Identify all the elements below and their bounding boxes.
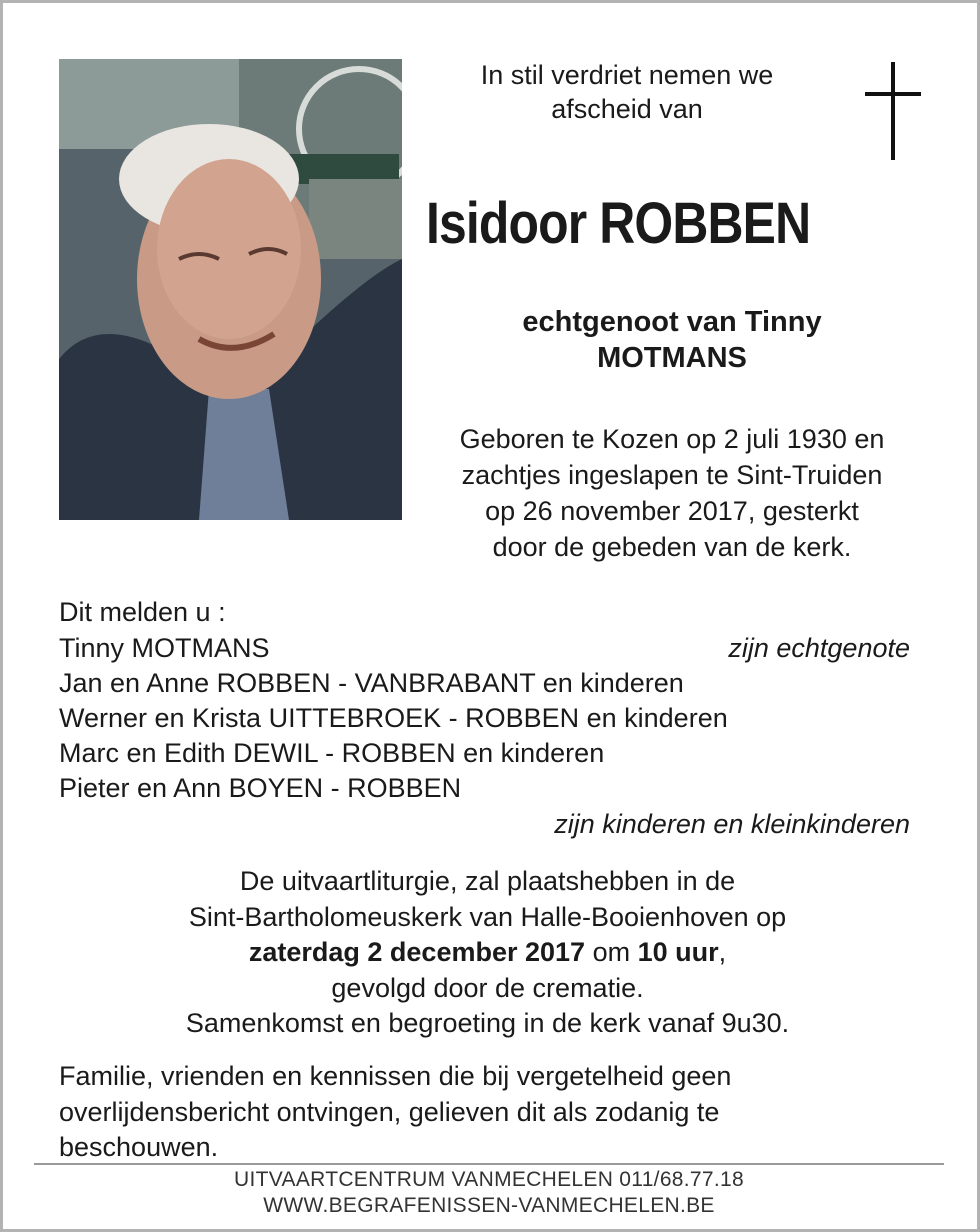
birth-death-text <box>422 421 922 565</box>
portrait-photo <box>59 59 402 520</box>
relation-children: zijn kinderen en kleinkinderen <box>554 809 910 839</box>
notice-line: beschouwen. <box>59 1132 219 1162</box>
born-line: op 26 november 2017, gesterkt <box>485 496 859 526</box>
service-time: 10 uur <box>637 937 719 967</box>
mourner-line: Tinny MOTMANS <box>59 633 270 663</box>
mourner-line: Pieter en Ann BOYEN - ROBBEN <box>59 773 462 803</box>
intro-text <box>430 58 824 126</box>
latin-cross-icon <box>862 62 924 165</box>
relation-spouse: zijn echtgenote <box>728 633 910 663</box>
spouse-line: echtgenoot van Tinny <box>522 306 822 338</box>
intro-line: In stil verdriet nemen we <box>480 60 774 90</box>
service-comma: , <box>718 937 727 967</box>
intro-line: afscheid van <box>551 94 703 124</box>
mourner-line: Jan en Anne ROBBEN - VANBRABANT en kinderen <box>59 668 684 698</box>
deceased-name: Isidoor ROBBEN <box>426 191 811 256</box>
service-line: De uitvaartliturgie, zal plaatshebben in de <box>239 866 736 896</box>
notice-text <box>59 1059 879 1166</box>
service-line: gevolgd door de crematie. <box>331 972 644 1003</box>
born-line: Geboren te Kozen op 2 juli 1930 en <box>459 424 885 454</box>
announcers-label: Dit melden u : <box>59 597 226 627</box>
born-line: zachtjes ingeslapen te Sint-Truiden <box>461 460 883 490</box>
footer-divider <box>34 1163 944 1165</box>
notice-line: overlijdensbericht ontvingen, gelieven dit als zodanig te <box>59 1096 720 1127</box>
mourner-line: Werner en Krista UITTEBROEK - ROBBEN en kinderen <box>59 703 728 733</box>
service-line: Samenkomst en begroeting in de kerk vanaf 9u30. <box>185 1008 790 1038</box>
service-line: Sint-Bartholomeuskerk van Halle-Booienhoven op <box>188 901 787 932</box>
service-date: zaterdag 2 december 2017 <box>248 937 586 967</box>
service-om: om <box>585 937 638 967</box>
service-datetime-line <box>40 935 935 971</box>
mourner-line: Marc en Edith DEWIL - ROBBEN en kinderen <box>59 738 605 768</box>
notice-line: Familie, vrienden en kennissen die bij vergetelheid geen <box>59 1061 732 1091</box>
footer-website: WWW.BEGRAFENISSEN-VANMECHELEN.BE <box>263 1194 715 1217</box>
funeral-service-text <box>40 864 935 1042</box>
funeral-home-footer <box>34 1167 944 1219</box>
footer-line: UITVAARTCENTRUM VANMECHELEN 011/68.77.18 <box>234 1168 744 1191</box>
spouse-text <box>430 304 914 376</box>
spouse-line: MOTMANS <box>597 342 747 374</box>
born-line: door de gebeden van de kerk. <box>492 532 852 562</box>
